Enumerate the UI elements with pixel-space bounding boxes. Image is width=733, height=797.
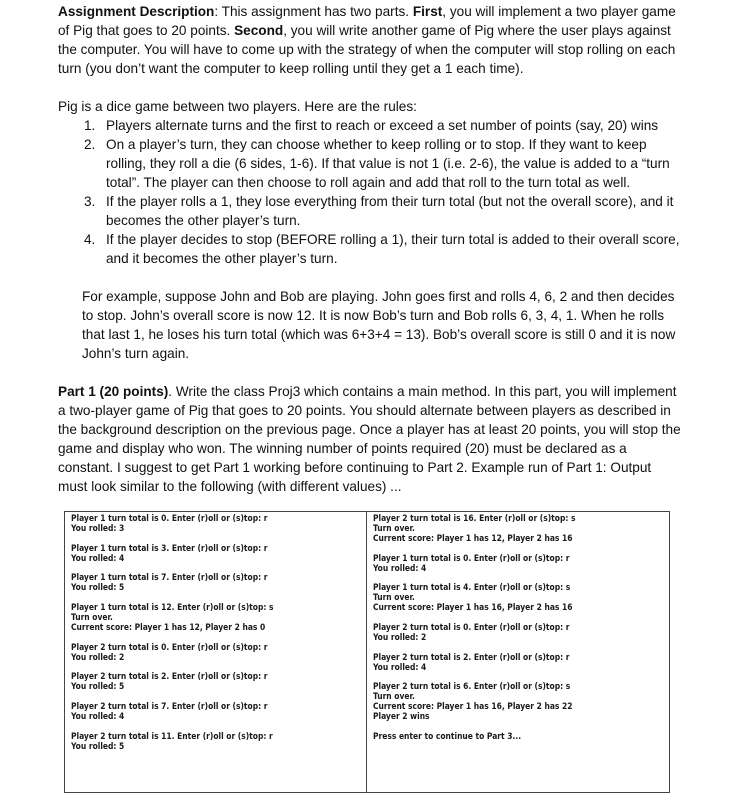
rule-item xyxy=(58,116,682,135)
rule-text: Players alternate turns and the first to reach or exceed a set number of points (say, 20) wins xyxy=(106,118,659,133)
output-line: You rolled: 4 xyxy=(71,711,125,722)
output-line: Player 1 turn total is 0. Enter (r)oll or (s)top: r xyxy=(71,513,268,523)
description-label: Assignment Description xyxy=(58,4,215,19)
output-line: Player 1 turn total is 3. Enter (r)oll or (s)top: r xyxy=(71,542,268,553)
output-block xyxy=(373,583,669,613)
output-column-right xyxy=(367,512,669,792)
rule-number: 1. xyxy=(84,118,96,133)
output-block xyxy=(71,544,366,564)
part1-label: Part 1 (20 points) xyxy=(58,384,169,399)
rule-text: If the player rolls a 1, they lose everything from their turn total (but not the overall score), and it becomes the other player’s turn. xyxy=(106,194,674,228)
output-block xyxy=(373,554,669,574)
rule-item xyxy=(58,192,682,230)
output-line: You rolled: 4 xyxy=(373,562,427,573)
output-line: Player 2 turn total is 16. Enter (r)oll or (s)top: s xyxy=(373,513,576,523)
output-line: Player 1 turn total is 0. Enter (r)oll or (s)top: r xyxy=(373,552,570,563)
output-block xyxy=(373,623,669,643)
output-line: Player 1 turn total is 12. Enter (r)oll or (s)top: s xyxy=(71,602,274,613)
rule-text: On a player’s turn, they can choose whether to keep rolling or to stop. If they want to keep rolling, they roll a die (6 sides, 1-6). If that value is not 1 (i.e. 2-6), the value is added to a “turn total”. The player can then choose to roll again and add that roll to the turn total as well. xyxy=(106,137,670,190)
rule-item xyxy=(58,230,682,268)
output-line: Player 2 turn total is 2. Enter (r)oll or (s)top: r xyxy=(373,651,570,662)
rules-intro: Pig is a dice game between two players. Here are the rules: xyxy=(58,99,417,114)
rule-text: If the player decides to stop (BEFORE rolling a 1), their turn total is added to their overall score, and it becomes the other player’s turn. xyxy=(106,232,680,266)
description-text: , you will implement a two player game of Pig that goes to 20 points. xyxy=(58,4,676,38)
second-label: Second xyxy=(234,23,284,38)
output-block xyxy=(71,732,366,752)
output-line: Player 2 turn total is 11. Enter (r)oll or (s)top: r xyxy=(71,730,273,741)
example-output-table xyxy=(64,511,670,793)
output-line: You rolled: 4 xyxy=(71,552,125,563)
output-line: You rolled: 2 xyxy=(373,631,427,642)
output-block xyxy=(71,643,366,663)
output-line: Turn over. xyxy=(71,612,113,623)
output-line: Current score: Player 1 has 12, Player 2 has 16 xyxy=(373,532,573,543)
part1-paragraph xyxy=(58,382,682,496)
output-line: Player 2 turn total is 6. Enter (r)oll or (s)top: s xyxy=(373,681,571,692)
output-block xyxy=(373,682,669,722)
output-line: Player 1 turn total is 4. Enter (r)oll or (s)top: s xyxy=(373,582,571,593)
output-line: Current score: Player 1 has 12, Player 2 has 0 xyxy=(71,621,266,632)
output-block xyxy=(373,653,669,673)
output-line: Turn over. xyxy=(373,522,415,533)
output-line: Player 2 turn total is 7. Enter (r)oll or (s)top: r xyxy=(71,701,268,712)
output-line: You rolled: 5 xyxy=(71,740,125,751)
output-line: You rolled: 3 xyxy=(71,522,125,533)
description-text: , you will write another game of Pig where the user plays against the computer. You will have to come up with the strategy of when the computer will stop rolling on each turn (you don’t want the computer to keep rolling until they get a 1 each time). xyxy=(58,23,676,76)
output-line: You rolled: 5 xyxy=(71,681,125,692)
output-line: Player 1 turn total is 7. Enter (r)oll or (s)top: r xyxy=(71,572,268,583)
output-line: Player 2 wins xyxy=(373,711,430,722)
output-line: Player 2 turn total is 0. Enter (r)oll or (s)top: r xyxy=(373,621,570,632)
output-block xyxy=(373,732,669,742)
output-block xyxy=(71,702,366,722)
example-paragraph: For example, suppose John and Bob are playing. John goes first and rolls 4, 6, 2 and then decides to stop. John’s overall score is now 12. It is now Bob’s turn and Bob rolls 6, 3, 4, 1. When he rolls that last 1, he loses his turn total (which was 6+3+4 = 13). Bob’s overall score is still 0 and it is now John’s turn again. xyxy=(82,289,676,361)
output-line: Player 2 turn total is 0. Enter (r)oll or (s)top: r xyxy=(71,641,268,652)
output-line: Current score: Player 1 has 16, Player 2 has 16 xyxy=(373,602,573,613)
rules-list xyxy=(58,116,682,268)
first-label: First xyxy=(412,4,443,19)
output-line: Current score: Player 1 has 16, Player 2 has 22 xyxy=(373,701,573,712)
part1-text: . Write the class Proj3 which contains a main method. In this part, you will implement a two-player game of Pig that goes to 20 points. You should alternate between players as described in the background description on the previous page. Once a player has at least 20 points, you will stop the game and display who won. The winning number of points required (20) must be declared as a constant. I suggest to get Part 1 working before continuing to Part 2. Example run of Part 1: Output must look similar to the following (with different values) ... xyxy=(58,384,681,494)
output-line: You rolled: 4 xyxy=(373,661,427,672)
output-line: You rolled: 5 xyxy=(71,582,125,593)
description-text: : This assignment has two parts. xyxy=(214,4,413,19)
output-line: Player 2 turn total is 2. Enter (r)oll or (s)top: r xyxy=(71,671,268,682)
output-line: Turn over. xyxy=(373,592,415,603)
rule-number: 4. xyxy=(84,232,96,247)
output-block xyxy=(71,603,366,633)
assignment-description xyxy=(58,2,682,78)
output-line: Press enter to continue to Part 3... xyxy=(373,730,522,741)
rule-number: 2. xyxy=(84,137,96,152)
output-column-left xyxy=(65,512,367,792)
rule-item xyxy=(58,135,682,192)
rule-number: 3. xyxy=(84,194,96,209)
output-block xyxy=(71,672,366,692)
output-line: You rolled: 2 xyxy=(71,651,125,662)
output-block xyxy=(373,514,669,544)
output-block xyxy=(71,573,366,593)
output-block xyxy=(71,514,366,534)
output-line: Turn over. xyxy=(373,691,415,702)
document-page xyxy=(58,2,682,496)
